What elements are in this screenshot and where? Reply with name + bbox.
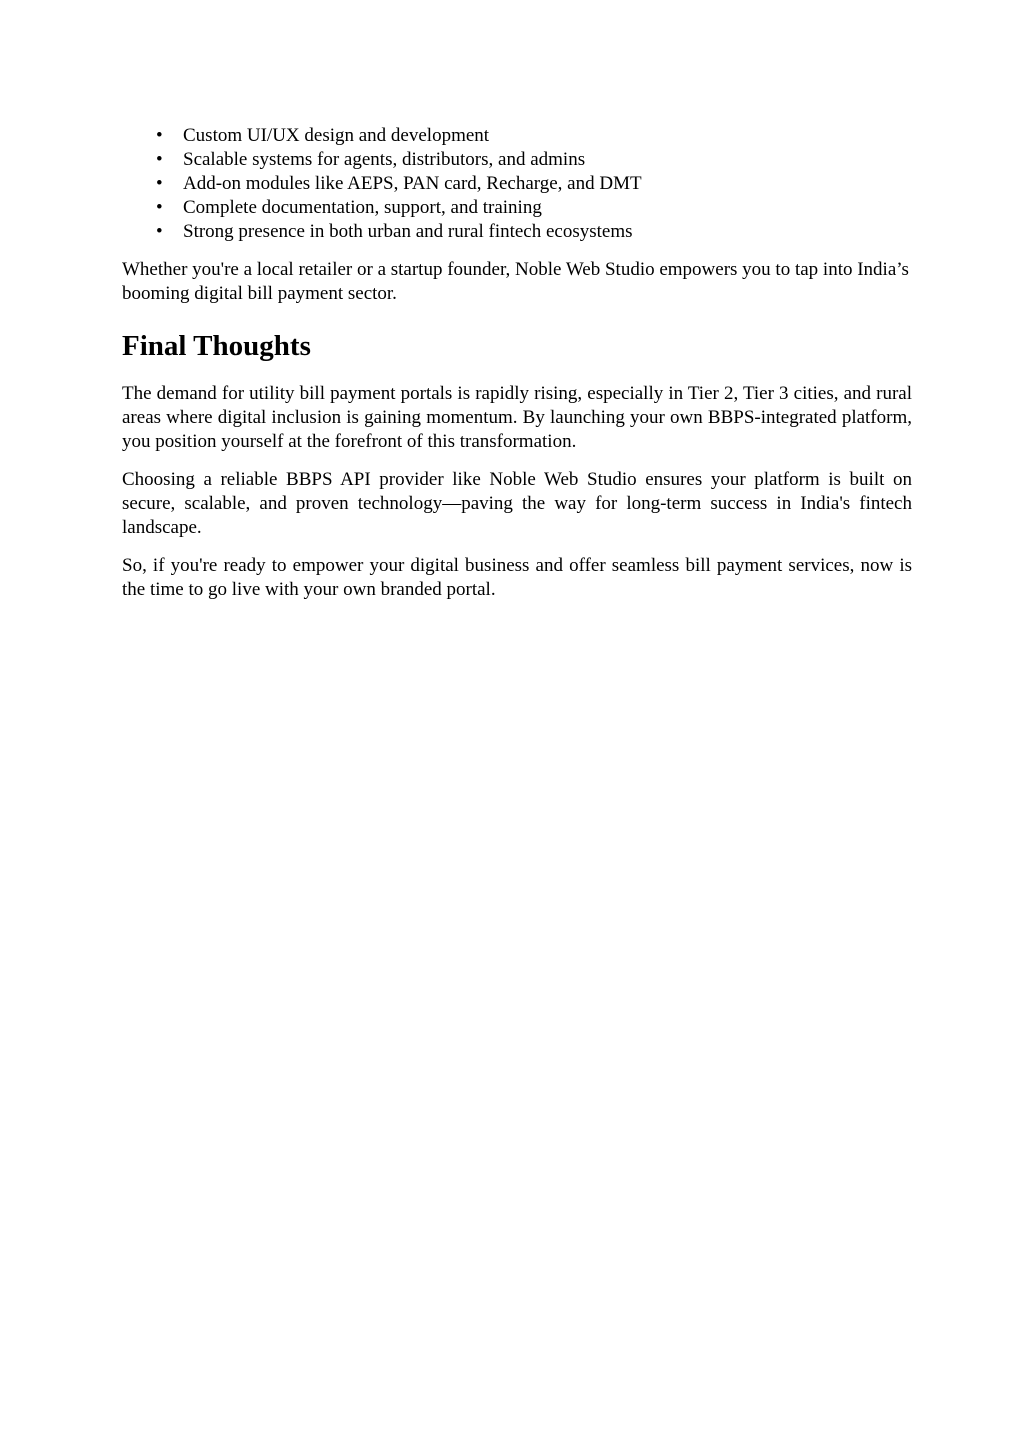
list-item-text: Strong presence in both urban and rural fintech ecosystems bbox=[183, 221, 633, 242]
body-paragraph: So, if you're ready to empower your digital business and offer seamless bill payment services, now is the time to go live with your own branded portal. bbox=[122, 555, 912, 600]
list-item bbox=[122, 196, 912, 220]
bullet-icon: • bbox=[156, 173, 163, 194]
section-heading: Final Thoughts bbox=[122, 330, 311, 362]
feature-list bbox=[122, 124, 912, 244]
bullet-icon: • bbox=[156, 149, 163, 170]
list-item bbox=[122, 148, 912, 172]
list-item-text: Add-on modules like AEPS, PAN card, Recharge, and DMT bbox=[183, 173, 642, 194]
list-item bbox=[122, 172, 912, 196]
body-paragraph: The demand for utility bill payment portals is rapidly rising, especially in Tier 2, Tier 3 cities, and rural areas where digital inclusion is gaining momentum. By launching your own BBPS-integrated platform, you position yourself at the forefront of this transformation. bbox=[122, 383, 912, 452]
body-paragraph: Choosing a reliable BBPS API provider like Noble Web Studio ensures your platform is built on secure, scalable, and proven technology—paving the way for long-term success in India's fintech landscape. bbox=[122, 469, 912, 538]
bullet-icon: • bbox=[156, 197, 163, 218]
list-item bbox=[122, 220, 912, 244]
document-page bbox=[122, 124, 912, 602]
intro-paragraph: Whether you're a local retailer or a startup founder, Noble Web Studio empowers you to tap into India’s booming digital bill payment sector. bbox=[122, 259, 909, 304]
list-item-text: Complete documentation, support, and training bbox=[183, 197, 542, 218]
list-item bbox=[122, 124, 912, 148]
bullet-icon: • bbox=[156, 221, 163, 242]
list-item-text: Scalable systems for agents, distributors, and admins bbox=[183, 149, 586, 170]
list-item-text: Custom UI/UX design and development bbox=[183, 125, 490, 146]
bullet-icon: • bbox=[156, 125, 163, 146]
